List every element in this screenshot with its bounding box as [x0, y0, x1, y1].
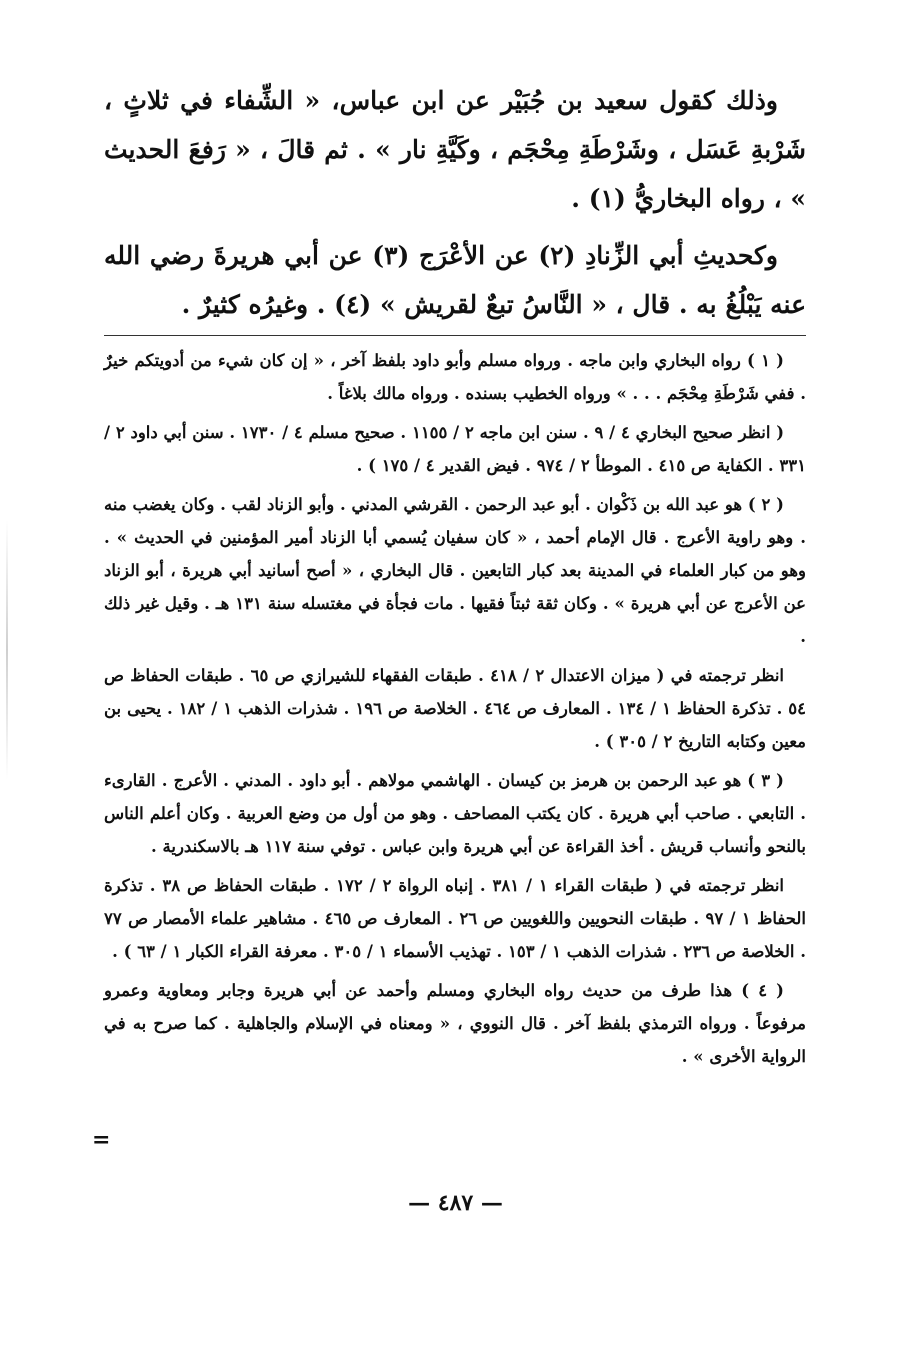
- footnote-1-references: ( انظر صحيح البخاري ٤ / ٩ . سنن ابن ماجه ٢ / ١١٥٥ . صحيح مسلم ٤ / ١٧٣٠ . سنن أبي داود ٢ / ٣٣١ . الكفاية ص ٤١٥ . الموطأ ٢ / ٩٧٤ . فيض القدير ٤ / ١٧٥ ) .: [104, 423, 806, 475]
- page-number: — ٤٨٧ —: [408, 1190, 503, 1216]
- footnote-1: ( ١ ) رواه البخاري وابن ماجه . ورواه مسلم وأبو داود بلفظ آخر ، « إن كان شيء من أدويتكم خيرٌ . ففي شَرْطَةِ مِحْجَم . . . » ورواه الخطيب بسنده . ورواه مالك بلاغاً .: [104, 351, 806, 403]
- footnote-4: ( ٤ ) هذا طرف من حديث رواه البخاري ومسلم وأحمد عن أبي هريرة وجابر ومعاوية وعمرو مرفوعاً . ورواه الترمذي بلفظ آخر . قال النووي ، « ومعناه في الإسلام والجاهلية . كما صرح به في الرواية الأخرى » .: [104, 981, 806, 1066]
- main-paragraph-2: وكحديثِ أبي الزِّنادِ (٢) عن الأعْرَج (٣) عن أبي هريرةَ رضي الله عنه يَبْلُغُ به . قال ، « النَّاسُ تبعٌ لقريش » (٤) . وغيرُه كثيرٌ .: [104, 241, 806, 319]
- footnotes-block: [104, 344, 806, 1079]
- scan-edge-shadow: [6, 520, 8, 780]
- continuation-mark: =: [92, 1127, 111, 1153]
- footnote-2: ( ٢ ) هو عبد الله بن ذَكْوان . أبو عبد الرحمن . القرشي المدني . وأبو الزناد لقب . وكان يغضب منه . وهو راوية الأعرج . قال الإمام أحمد ، « كان سفيان يُسمي أبا الزناد أمير المؤمنين في الحديث » . وهو من كبار العلماء في المدينة بعد كبار التابعين . قال البخاري ، « أصح أسانيد أبي هريرة ، أبو الزناد عن الأعرج عن أبي هريرة » . وكان ثقة ثبتاً فقيها . مات فجأة في مغتسله سنة ١٣١ هـ . وقيل غير ذلك .: [104, 495, 806, 646]
- footnote-3-references: انظر ترجمته في ( طبقات القراء ١ / ٣٨١ . إنباه الرواة ٢ / ١٧٢ . طبقات الحفاظ ص ٣٨ . تذكرة الحفاظ ١ / ٩٧ . طبقات النحويين واللغويين ص ٢٦ . المعارف ص ٤٦٥ . مشاهير علماء الأمصار ص ٧٧ . الخلاصة ص ٢٣٦ . شذرات الذهب ١ / ١٥٣ . تهذيب الأسماء ١ / ٣٠٥ . معرفة القراء الكبار ١ / ٦٣ ) .: [104, 876, 806, 961]
- main-paragraph-1: وذلك كقول سعيد بن جُبَيْر عن ابن عباس، « الشِّفاء في ثلاثٍ ، شَرْبةِ عَسَل ، وشَرْطَةِ مِحْجَم ، وكَيَّةِ نار » . ثم قالَ ، « رَفعَ الحديث » ، رواه البخاريُّ (١) .: [104, 86, 806, 213]
- footnote-separator: [104, 335, 806, 336]
- main-text-block: [104, 76, 806, 329]
- footnote-2-references: انظر ترجمته في ( ميزان الاعتدال ٢ / ٤١٨ . طبقات الفقهاء للشيرازي ص ٦٥ . طبقات الحفاظ ص ٥٤ . تذكرة الحفاظ ١ / ١٣٤ . المعارف ص ٤٦٤ . الخلاصة ص ١٩٦ . شذرات الذهب ١ / ١٨٢ . يحيى بن معين وكتابه التاريخ ٢ / ٣٠٥ ) .: [104, 666, 807, 751]
- footnote-3: ( ٣ ) هو عبد الرحمن بن هرمز بن كيسان . الهاشمي مولاهم . أبو داود . المدني . الأعرج . القارىء . التابعي . صاحب أبي هريرة . كان يكتب المصاحف . وهو من أول من وضع العربية . وكان أعلم الناس بالنحو وأنساب قريش . أخذ القراءة عن أبي هريرة وابن عباس . توفي سنة ١١٧ هـ بالاسكندرية .: [104, 771, 806, 856]
